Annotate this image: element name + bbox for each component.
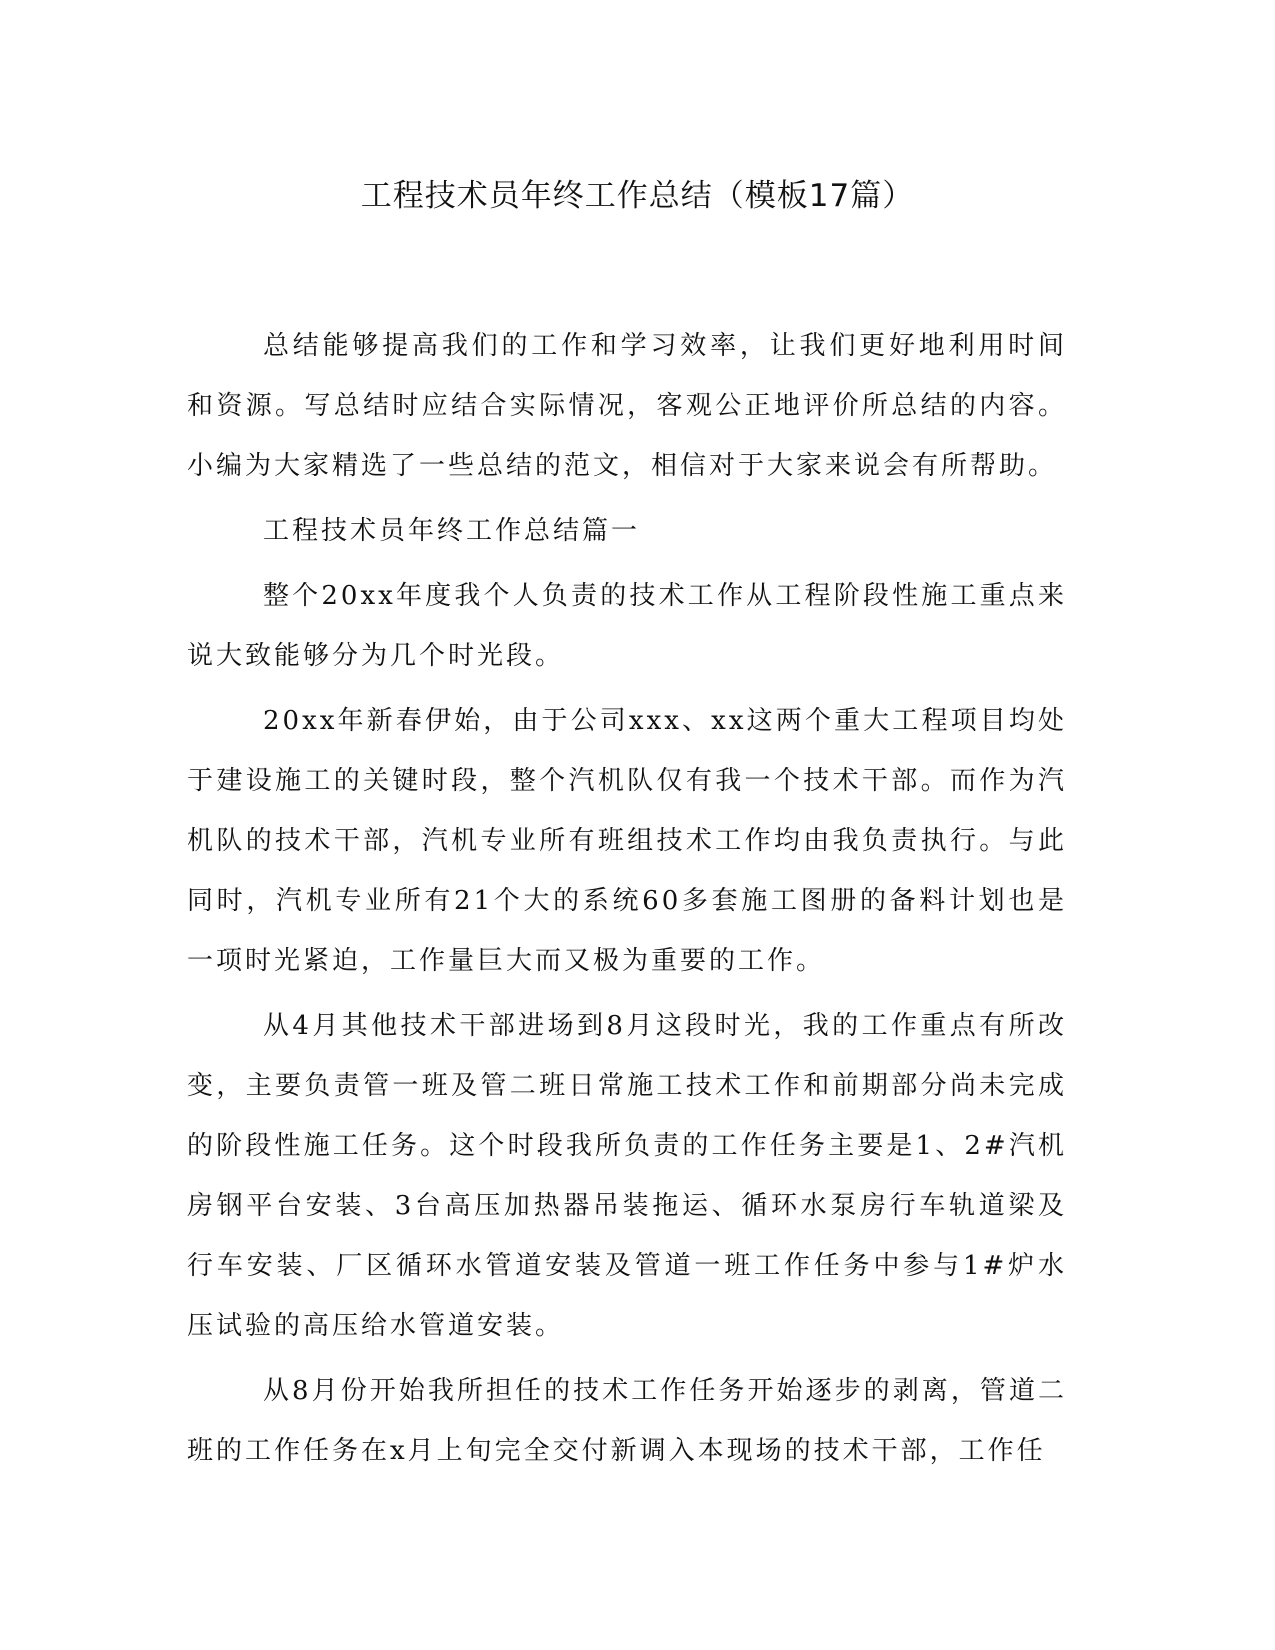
paragraph-intro: 总结能够提高我们的工作和学习效率，让我们更好地利用时间和资源。写总结时应结合实际情况，客观公正地评价所总结的内容。小编为大家精选了一些总结的范文，相信对于大家来说会有所帮助。 bbox=[187, 331, 1067, 481]
section-heading: 工程技术员年终工作总结篇一 bbox=[263, 516, 641, 546]
paragraph: 整个20xx年度我个人负责的技术工作从工程阶段性施工重点来说大致能够分为几个时光段。 bbox=[187, 581, 1067, 671]
paragraph: 20xx年新春伊始，由于公司xxx、xx这两个重大工程项目均处于建设施工的关键时段，整个汽机队仅有我一个技术干部。而作为汽机队的技术干部，汽机专业所有班组技术工作均由我负责执行。与此同时，汽机专业所有21个大的系统60多套施工图册的备料计划也是一项时光紧迫，工作量巨大而又极为重要的工作。 bbox=[187, 706, 1067, 976]
paragraph: 从8月份开始我所担任的技术工作任务开始逐步的剥离，管道二班的工作任务在x月上旬完全交付新调入本现场的技术干部，工作任 bbox=[187, 1376, 1067, 1466]
document-title: 工程技术员年终工作总结（模板17篇） bbox=[360, 178, 915, 214]
document-body bbox=[187, 316, 1067, 1486]
paragraph: 从4月其他技术干部进场到8月这段时光，我的工作重点有所改变，主要负责管一班及管二班日常施工技术工作和前期部分尚未完成的阶段性施工任务。这个时段我所负责的工作任务主要是1、2#汽机房钢平台安装、3台高压加热器吊装拖运、循环水泵房行车轨道梁及行车安装、厂区循环水管道安装及管道一班工作任务中参与1#炉水压试验的高压给水管道安装。 bbox=[187, 1011, 1067, 1341]
